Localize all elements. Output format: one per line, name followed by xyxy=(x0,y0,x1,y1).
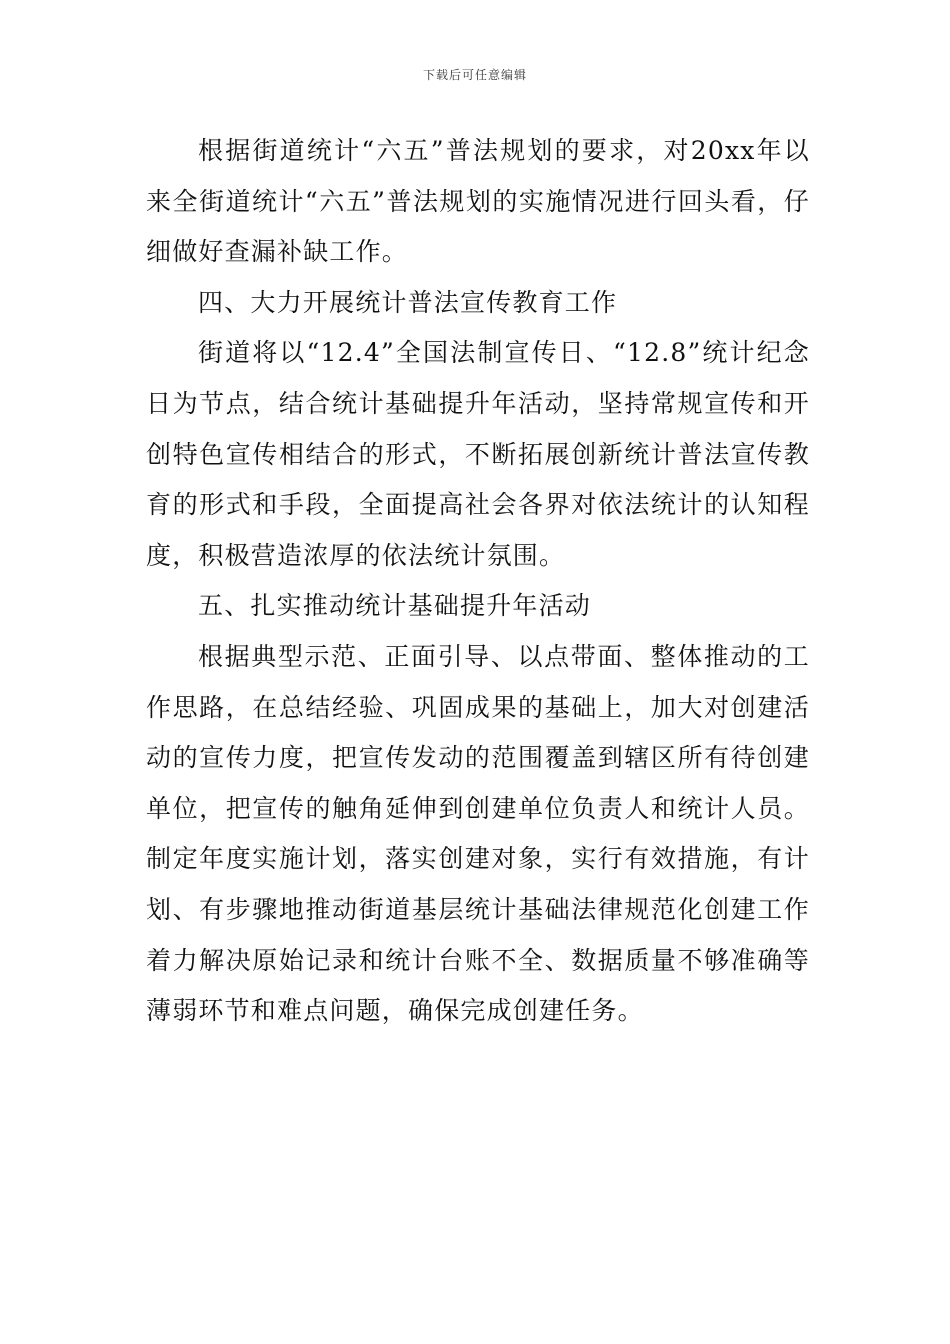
page-header-note: 下载后可任意编辑 xyxy=(422,68,527,82)
paragraph-publicity: 街道将以“12.4”全国法制宣传日、“12.8”统计纪念日为节点，结合统计基础提升年活动，坚持常规宣传和开创特色宣传相结合的形式，不断拓展创新统计普法宣传教育的形式和手段，全面提高社会各界对依法统计的认知程度，积极营造浓厚的依法统计氛围。 xyxy=(146,338,810,570)
document-body xyxy=(146,126,810,1037)
paragraph-review: 根据街道统计“六五”普法规划的要求，对20xx年以来全街道统计“六五”普法规划的实施情况进行回头看，仔细做好查漏补缺工作。 xyxy=(146,136,810,267)
section-heading-5: 五、扎实推动统计基础提升年活动 xyxy=(198,591,592,621)
section-heading-4: 四、大力开展统计普法宣传教育工作 xyxy=(198,287,618,317)
paragraph-promotion: 根据典型示范、正面引导、以点带面、整体推动的工作思路，在总结经验、巩固成果的基础上，加大对创建活动的宣传力度，把宣传发动的范围覆盖到辖区所有待创建单位，把宣传的触角延伸到创建单位负责人和统计人员。制定年度实施计划，落实创建对象，实行有效措施，有计划、有步骤地推动街道基层统计基础法律规范化创建工作着力解决原始记录和统计台账不全、数据质量不够准确等薄弱环节和难点问题，确保完成创建任务。 xyxy=(146,641,810,1026)
